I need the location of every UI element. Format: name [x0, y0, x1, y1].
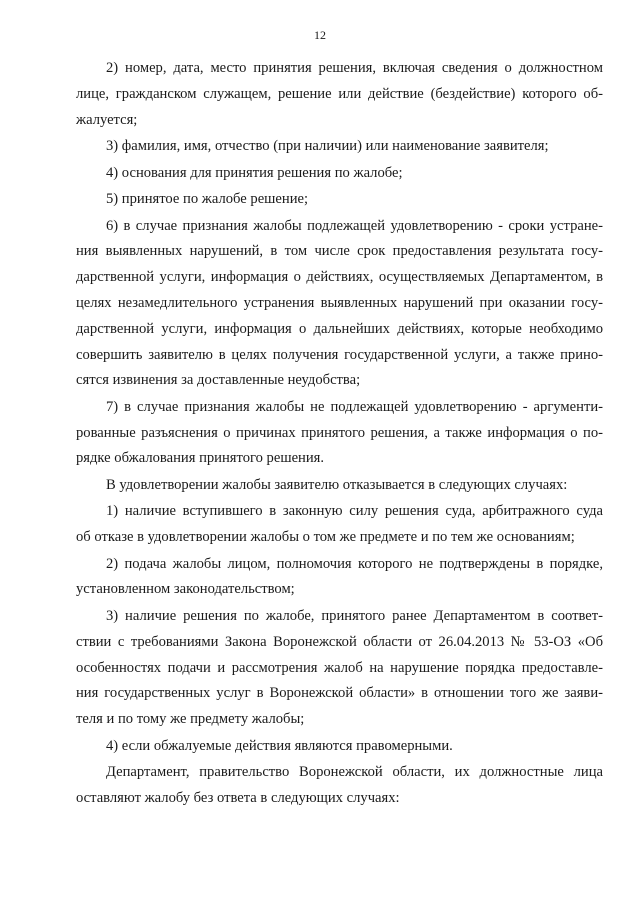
paragraph: [76, 734, 603, 760]
paragraph: [76, 473, 603, 499]
paragraph: [76, 552, 603, 604]
text-line: 6) в случае признания жалобы подлежащей удовлетворению - сроки устране-: [106, 217, 603, 234]
text-line: ния государственных услуг в Воронежской области» в отношении того же заяви-: [76, 685, 603, 702]
text-line: целях незамедлительного устранения выявленных нарушений при оказании госу-: [76, 294, 603, 311]
text-line: дарственной услуги, информация о действиях, осуществляемых Департаментом, в: [76, 269, 603, 286]
text-line: 4) основания для принятия решения по жалобе;: [106, 164, 403, 181]
text-line: ния выявленных нарушений, в том числе срок предоставления результата госу-: [76, 243, 603, 260]
paragraph: [76, 760, 603, 812]
paragraph: [76, 56, 603, 134]
paragraph: [76, 161, 603, 187]
text-line: сятся извинения за доставленные неудобства;: [76, 372, 361, 389]
text-line: 1) наличие вступившего в законную силу решения суда, арбитражного суда: [106, 503, 603, 520]
text-line: особенностях подачи и рассмотрения жалоб на нарушение порядка предоставле-: [76, 659, 603, 676]
text-line: В удовлетворении жалобы заявителю отказывается в следующих случаях:: [106, 476, 568, 493]
text-line: 3) наличие решения по жалобе, принятого ранее Департаментом в соответ-: [106, 607, 603, 624]
text-line: 2) подача жалобы лицом, полномочия которого не подтверждены в порядке,: [106, 555, 603, 572]
text-line: оставляют жалобу без ответа в следующих случаях:: [76, 789, 400, 806]
text-line: Департамент, правительство Воронежской области, их должностные лица: [106, 764, 603, 781]
text-line: об отказе в удовлетворении жалобы о том же предмете и по тем же основаниям;: [76, 529, 575, 546]
paragraph: [76, 499, 603, 551]
paragraph: [76, 395, 603, 473]
text-line: 2) номер, дата, место принятия решения, включая сведения о должностном: [106, 60, 603, 76]
text-line: теля и по тому же предмету жалобы;: [76, 711, 305, 728]
text-line: лице, гражданском служащем, решение или действие (бездействие) которого об-: [76, 85, 603, 102]
paragraph: [76, 604, 603, 734]
text-line: жалуется;: [76, 111, 138, 128]
paragraph: [76, 134, 603, 160]
paragraph: [76, 214, 603, 395]
text-line: рядке обжалования принятого решения.: [76, 450, 325, 467]
text-line: 5) принятое по жалобе решение;: [106, 191, 309, 208]
page-number: 12: [314, 28, 326, 42]
text-line: ствии с требованиями Закона Воронежской области от 26.04.2013 № 53-ОЗ «Об: [76, 633, 603, 650]
text-line: установленном законодательством;: [76, 581, 295, 598]
text-line: 7) в случае признания жалобы не подлежащей удовлетворению - аргументи-: [106, 398, 603, 415]
text-line: дарственной услуги, информация о дальнейших действиях, которые необходимо: [76, 320, 603, 337]
text-line: рованные разъяснения о причинах принятого решения, а также информация о по-: [76, 424, 603, 441]
paragraph: [76, 187, 603, 213]
text-line: 3) фамилия, имя, отчество (при наличии) или наименование заявителя;: [106, 138, 549, 155]
text-line: 4) если обжалуемые действия являются правомерными.: [106, 737, 453, 754]
text-line: совершить заявителю в целях получения государственной услуги, а также прино-: [76, 346, 603, 363]
document-body: [76, 56, 603, 812]
